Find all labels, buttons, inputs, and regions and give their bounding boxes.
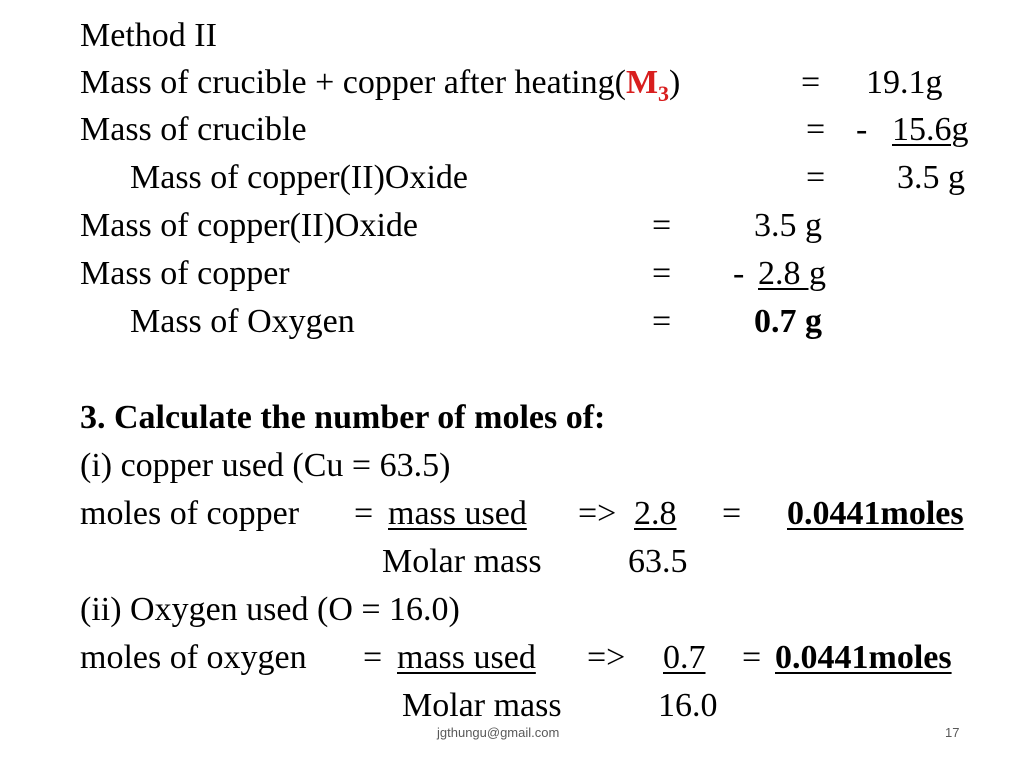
row1-label-pre: Mass of crucible + copper after heating( (80, 64, 626, 101)
copper-title: (i) copper used (Cu = 63.5) (80, 447, 451, 484)
page-number: 17 (945, 725, 960, 740)
oxygen-denominator-value: 16.0 (658, 687, 718, 724)
row-mass-crucible-copper (80, 63, 680, 114)
row2-equals: = (806, 111, 826, 148)
row6-equals: = (652, 303, 672, 340)
m-label: M (625, 64, 659, 101)
row2-value: 15.6g (892, 111, 969, 148)
oxygen-numerator-value: 0.7 (663, 639, 706, 676)
copper-denominator-value: 63.5 (628, 543, 688, 580)
row6-value: 0.7 g (754, 303, 822, 340)
copper-result: 0.0441moles (787, 495, 964, 532)
oxygen-denominator-text: Molar mass (402, 687, 562, 724)
m-subscript: 3 (658, 81, 670, 106)
calc-heading: 3. Calculate the number of moles of: (80, 399, 606, 436)
row1-label-post: ) (669, 64, 681, 101)
row5-label: Mass of copper (80, 255, 290, 292)
footer-email: jgthungu@gmail.com (437, 725, 560, 740)
row6-label: Mass of Oxygen (130, 303, 355, 340)
copper-denominator-text: Molar mass (382, 543, 542, 580)
row1-equals: = (801, 64, 821, 101)
row3-label: Mass of copper(II)Oxide (130, 159, 468, 196)
copper-label: moles of copper (80, 495, 300, 532)
copper-numerator-text: mass used (388, 495, 527, 532)
oxygen-numerator-text: mass used (397, 639, 536, 676)
method-heading: Method II (80, 17, 217, 54)
row2-sign: - (856, 111, 868, 148)
oxygen-title: (ii) Oxygen used (O = 16.0) (80, 591, 460, 628)
row5-sign: - (733, 255, 745, 292)
m3-symbol (625, 64, 670, 106)
copper-numerator-value: 2.8 (634, 495, 677, 532)
row4-equals: = (652, 207, 672, 244)
copper-equals-1: = (354, 495, 374, 532)
row5-value: 2.8 g (758, 255, 826, 292)
row2-label: Mass of crucible (80, 111, 307, 148)
row1-value: 19.1g (866, 64, 943, 101)
oxygen-equals-2: = (742, 639, 762, 676)
oxygen-equals-1: = (363, 639, 383, 676)
row5-equals: = (652, 255, 672, 292)
row4-label: Mass of copper(II)Oxide (80, 207, 418, 244)
oxygen-result: 0.0441moles (775, 639, 952, 676)
row3-value: 3.5 g (897, 159, 965, 196)
oxygen-arrow: => (587, 639, 626, 676)
oxygen-label: moles of oxygen (80, 639, 307, 676)
row3-equals: = (806, 159, 826, 196)
row4-value: 3.5 g (754, 207, 822, 244)
copper-equals-2: = (722, 495, 742, 532)
copper-arrow: => (578, 495, 617, 532)
